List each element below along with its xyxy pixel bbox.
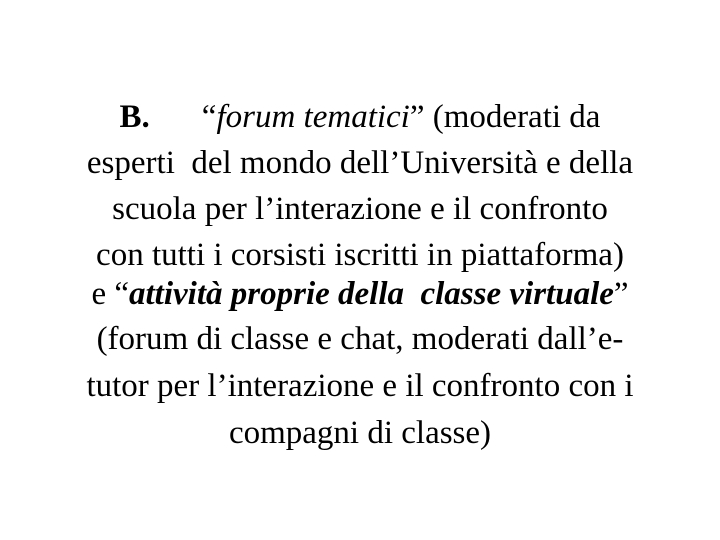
close-quote: ” bbox=[613, 276, 629, 312]
line-5-prefix: e bbox=[91, 276, 115, 312]
attivita-classe-virtuale-title: attività proprie della classe virtuale bbox=[129, 276, 614, 312]
item-label: B. bbox=[119, 99, 150, 135]
text-line-1 bbox=[0, 97, 720, 137]
text-line-8: compagni di classe) bbox=[228, 415, 492, 451]
text-line-6: (forum di classe e chat, moderati dall’e- bbox=[96, 321, 624, 357]
line-1-rest: (moderati da bbox=[424, 99, 601, 135]
text-line-5 bbox=[0, 274, 720, 314]
close-quote: ” bbox=[409, 99, 425, 135]
open-quote: “ bbox=[201, 99, 217, 135]
forum-tematici-title: forum tematici bbox=[216, 99, 410, 135]
open-quote: “ bbox=[114, 276, 130, 312]
text-line-3: scuola per l’interazione e il confronto bbox=[112, 191, 608, 227]
text-line-4: con tutti i corsisti iscritti in piattaforma) bbox=[96, 237, 624, 273]
text-line-2: esperti del mondo dell’Università e della bbox=[86, 145, 634, 181]
text-line-7: tutor per l’interazione e il confronto con i bbox=[86, 368, 634, 404]
